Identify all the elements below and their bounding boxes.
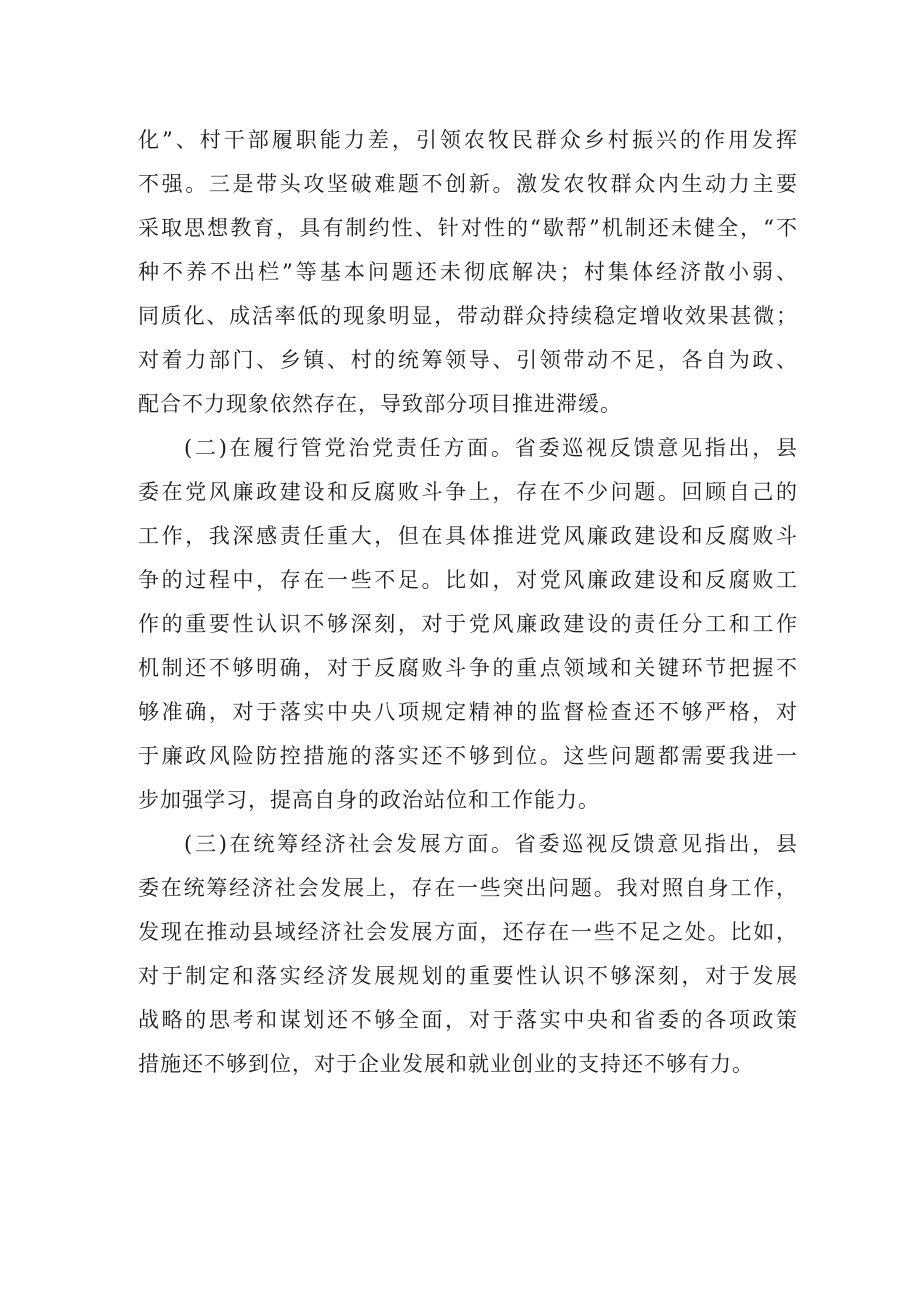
- text-line: 同质化、成活率低的现象明显，带动群众持续稳定增收效果甚微；: [138, 304, 798, 328]
- text-line: 够准确，对于落实中央八项规定精神的监督检查还不够严格，对: [138, 700, 798, 724]
- text-line: 工作，我深感责任重大，但在具体推进党风廉政建设和反腐败斗: [138, 524, 798, 548]
- text-line: 化”、村干部履职能力差，引领农牧民群众乡村振兴的作用发挥: [138, 128, 798, 152]
- text-line: 发现在推动县域经济社会发展方面，还存在一些不足之处。比如，: [138, 920, 798, 944]
- text-line: 委在党风廉政建设和反腐败斗争上，存在不少问题。回顾自己的: [138, 480, 798, 504]
- section-heading-line: (二)在履行管党治党责任方面。省委巡视反馈意见指出，县: [184, 436, 798, 460]
- paragraph-2: [138, 426, 798, 822]
- text-line: 作的重要性认识不够深刻，对于党风廉政建设的责任分工和工作: [138, 612, 798, 636]
- text-line: 争的过程中，存在一些不足。比如，对党风廉政建设和反腐败工: [138, 568, 798, 592]
- text-line: 措施还不够到位，对于企业发展和就业创业的支持还不够有力。: [138, 1052, 754, 1076]
- text-line: 对着力部门、乡镇、村的统筹领导、引领带动不足，各自为政、: [138, 348, 798, 372]
- text-line: 不强。三是带头攻坚破难题不创新。激发农牧群众内生动力主要: [138, 172, 798, 196]
- paragraph-1: [138, 118, 798, 426]
- text-line: 配合不力现象依然存在，导致部分项目推进滞缓。: [138, 392, 622, 416]
- text-line: 机制还不够明确，对于反腐败斗争的重点领域和关键环节把握不: [138, 656, 798, 680]
- text-line: 采取思想教育，具有制约性、针对性的“歇帮”机制还未健全，“不: [138, 216, 798, 240]
- text-line: 对于制定和落实经济发展规划的重要性认识不够深刻，对于发展: [138, 964, 798, 988]
- text-line: 战略的思考和谋划还不够全面，对于落实中央和省委的各项政策: [138, 1008, 798, 1032]
- document-body: [138, 118, 798, 1086]
- text-line: 委在统筹经济社会发展上，存在一些突出问题。我对照自身工作，: [138, 876, 798, 900]
- text-line: 步加强学习，提高自身的政治站位和工作能力。: [138, 788, 600, 812]
- section-heading-line: (三)在统筹经济社会发展方面。省委巡视反馈意见指出，县: [184, 832, 798, 856]
- paragraph-3: [138, 822, 798, 1086]
- text-line: 于廉政风险防控措施的落实还不够到位。这些问题都需要我进一: [138, 744, 798, 768]
- text-line: 种不养不出栏”等基本问题还未彻底解决；村集体经济散小弱、: [138, 260, 798, 284]
